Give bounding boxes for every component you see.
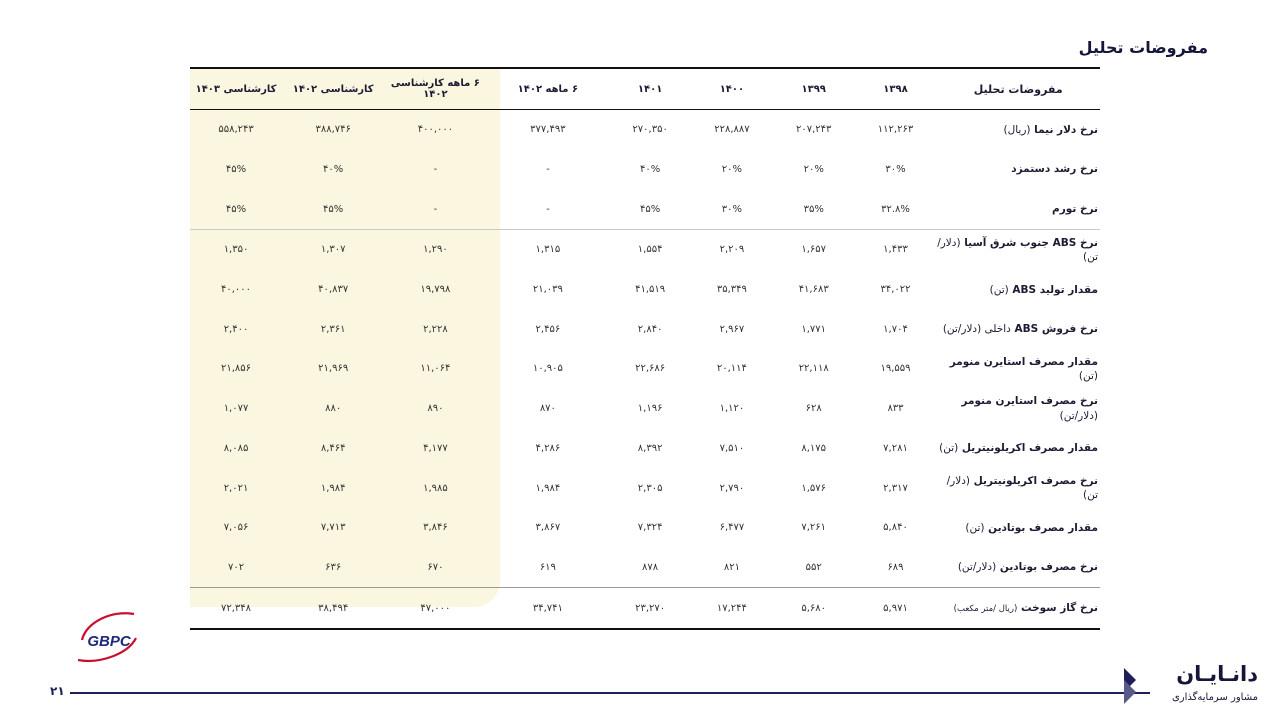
table-cell: ۱,۳۵۰ bbox=[190, 230, 282, 270]
table-cell: ۲,۴۵۶ bbox=[535, 323, 561, 335]
table-cell: ۸۲۱ bbox=[723, 561, 740, 573]
table-cell: ۴,۱۷۷ bbox=[423, 442, 448, 454]
table-cell: ۲۱,۹۶۹ bbox=[318, 363, 349, 375]
footer-divider bbox=[70, 692, 1150, 694]
danayan-logo-mark bbox=[1122, 668, 1138, 704]
header-cell: ۱۴۰۰ bbox=[719, 83, 745, 95]
table-cell: ۸۸۰ bbox=[325, 403, 342, 415]
header-cell: ۶ ماهه ۱۴۰۲ bbox=[517, 83, 579, 95]
table-cell: ۳,۸۶۷ bbox=[535, 522, 561, 534]
table-cell: ۵,۶۸۰ bbox=[773, 588, 855, 629]
table-cell: ۵۵۲ bbox=[805, 561, 822, 573]
table-cell: ۱۹,۵۵۹ bbox=[880, 363, 911, 375]
table-cell: ۳۴,۰۲۲ bbox=[880, 284, 911, 296]
table-cell: ۸۳۳ bbox=[887, 403, 904, 415]
row-label-text: نرخ دلار نیما bbox=[1034, 123, 1098, 136]
table-cell: ۴۰% bbox=[639, 164, 661, 176]
table-cell: ۵۵۸,۲۴۳ bbox=[218, 124, 254, 136]
table-cell: ۳۸,۴۹۴ bbox=[282, 588, 384, 629]
table-cell: ۸,۴۶۴ bbox=[320, 442, 346, 454]
table-cell: ۲,۳۰۵ bbox=[637, 482, 663, 494]
row-label bbox=[936, 588, 1100, 629]
table-cell: ۲,۲۲۸ bbox=[423, 323, 448, 335]
table-cell: ۷,۷۱۳ bbox=[320, 522, 346, 534]
table-cell: ۳۷۷,۴۹۳ bbox=[530, 124, 566, 136]
row-label-text: نرخ تورم bbox=[1052, 203, 1098, 216]
table-cell: ۱,۵۵۴ bbox=[609, 230, 691, 270]
table-cell: ۴۰,۸۳۷ bbox=[318, 284, 349, 296]
assumptions-table-container bbox=[190, 67, 1100, 630]
row-label-text: مقدار مصرف استایرن منومر bbox=[949, 355, 1098, 368]
row-label-text: مقدار تولید ABS bbox=[1012, 283, 1098, 296]
row-label bbox=[936, 189, 1100, 229]
table-cell: ۱۰,۹۰۵ bbox=[532, 363, 563, 375]
gbpc-logo-text: GBPC bbox=[87, 633, 131, 650]
assumptions-table bbox=[190, 67, 1100, 630]
table-cell: ۲,۰۲۱ bbox=[223, 482, 249, 494]
table-cell: ۲۰۷,۲۴۳ bbox=[796, 124, 832, 136]
table-row bbox=[190, 309, 1100, 349]
row-label bbox=[936, 270, 1100, 310]
table-cell: ۳۴,۷۴۱ bbox=[487, 588, 610, 629]
table-row bbox=[190, 508, 1100, 548]
table-cell: ۳۵,۳۴۹ bbox=[716, 284, 747, 296]
table-cell: ۴۷,۰۰۰ bbox=[384, 588, 486, 629]
table-cell: ۲۰,۱۱۴ bbox=[716, 363, 747, 375]
row-label bbox=[936, 230, 1100, 270]
table-cell: ۱۱,۰۶۴ bbox=[420, 363, 451, 375]
row-label bbox=[936, 468, 1100, 508]
row-label-text: نرخ مصرف اکریلونیتریل bbox=[973, 474, 1098, 487]
table-cell: ۴,۲۸۶ bbox=[535, 442, 561, 454]
table-cell: ۱,۵۷۶ bbox=[801, 482, 827, 494]
table-cell: ۱,۱۹۶ bbox=[637, 403, 663, 415]
table-cell: ۷,۲۶۱ bbox=[801, 522, 827, 534]
table-cell: ۸,۱۷۵ bbox=[801, 442, 827, 454]
table-cell: ۴۰۰,۰۰۰ bbox=[417, 124, 454, 136]
table-cell: ۷,۵۱۰ bbox=[719, 442, 745, 454]
row-label bbox=[936, 309, 1100, 349]
table-row bbox=[190, 468, 1100, 508]
table-cell: ۴۱,۶۸۳ bbox=[798, 284, 829, 296]
row-label-text: نرخ مصرف بوتادین bbox=[999, 561, 1098, 574]
table-row bbox=[190, 110, 1100, 150]
table-cell: ۷۰۲ bbox=[227, 561, 245, 573]
table-cell: ۸,۳۹۲ bbox=[637, 442, 663, 454]
row-unit: (ریال) bbox=[1003, 123, 1031, 136]
table-row bbox=[190, 389, 1100, 429]
table-cell: ۱,۹۸۴ bbox=[535, 482, 561, 494]
table-cell: ۸۹۰ bbox=[427, 403, 444, 415]
header-cell: ۶ ماهه کارشناسی ۱۴۰۲ bbox=[390, 78, 480, 100]
row-label-text: نرخ رشد دستمزد bbox=[1011, 163, 1098, 176]
row-label-text: مقدار مصرف اکریلونیتریل bbox=[961, 442, 1098, 455]
header-cell: کارشناسی ۱۴۰۲ bbox=[292, 83, 374, 95]
row-label bbox=[936, 389, 1100, 429]
row-label bbox=[936, 349, 1100, 389]
table-cell: ۳۵% bbox=[803, 203, 824, 215]
table-cell: ۴۵% bbox=[639, 203, 661, 215]
page-title: مفروضات تحلیل bbox=[1078, 38, 1208, 57]
row-unit: (دلار/تن) bbox=[957, 561, 997, 574]
row-label-text: نرخ مصرف استایرن منومر bbox=[961, 395, 1098, 408]
table-cell: ۱,۳۰۷ bbox=[282, 230, 384, 270]
table-cell: ۵,۸۴۰ bbox=[883, 522, 908, 534]
table-cell: ۴۵% bbox=[225, 164, 247, 176]
table-cell: ۲۰% bbox=[721, 164, 743, 176]
table-cell: ۱,۱۲۰ bbox=[719, 403, 745, 415]
row-label-text: نرخ گاز سوخت bbox=[1020, 601, 1098, 614]
table-cell: ۴۵% bbox=[323, 203, 344, 215]
table-cell: ۶۳۶ bbox=[325, 561, 342, 573]
table-cell: ۴۰,۰۰۰ bbox=[221, 284, 252, 296]
row-unit: (دلار/تن) bbox=[937, 236, 1098, 263]
table-row bbox=[190, 189, 1100, 229]
table-cell: - bbox=[546, 203, 550, 215]
page-number: ۲۱ bbox=[50, 684, 65, 698]
danayan-brand bbox=[1138, 662, 1258, 712]
table-cell: ۱,۰۷۷ bbox=[223, 403, 249, 415]
table-cell: ۱,۷۰۴ bbox=[883, 323, 908, 335]
table-cell: ۱۹,۷۹۸ bbox=[420, 284, 451, 296]
row-label-text: نرخ ABS جنوب شرق آسیا bbox=[964, 236, 1098, 249]
table-row bbox=[190, 270, 1100, 310]
row-label bbox=[936, 429, 1100, 469]
table-cell: ۷,۰۵۶ bbox=[223, 522, 249, 534]
table-cell: ۱,۹۸۴ bbox=[320, 482, 346, 494]
header-cell: مفروضات تحلیل bbox=[973, 82, 1063, 96]
row-unit: (تن) bbox=[939, 442, 959, 455]
table-cell: ۳۸۸,۷۴۶ bbox=[315, 124, 351, 136]
table-cell: - bbox=[546, 164, 550, 176]
table-cell: ۴۱,۵۱۹ bbox=[635, 284, 666, 296]
table-cell: ۲۲۸,۸۸۷ bbox=[714, 124, 750, 136]
table-cell: ۱,۲۹۰ bbox=[384, 230, 486, 270]
table-cell: ۸۷۸ bbox=[642, 561, 659, 573]
table-cell: ۱,۷۷۱ bbox=[801, 323, 827, 335]
table-cell: ۲۱,۰۳۹ bbox=[532, 284, 563, 296]
table-cell: ۱,۶۵۷ bbox=[773, 230, 855, 270]
header-cell: ۱۳۹۹ bbox=[801, 83, 826, 95]
table-header-row bbox=[190, 68, 1100, 110]
table-cell: - bbox=[433, 203, 438, 215]
table-cell: ۶۱۹ bbox=[539, 561, 556, 573]
table-cell: ۲,۴۰۰ bbox=[223, 323, 249, 335]
brand-subtitle: مشاور سرمایه‌گذاری bbox=[1171, 692, 1258, 703]
table-cell: ۲۰% bbox=[803, 164, 824, 176]
table-cell: ۲۲,۱۱۸ bbox=[798, 363, 829, 375]
table-cell: ۲,۸۴۰ bbox=[637, 323, 663, 335]
table-cell: ۲,۳۱۷ bbox=[883, 482, 908, 494]
table-cell: ۴۰% bbox=[323, 164, 344, 176]
table-cell: ۱,۴۳۳ bbox=[855, 230, 937, 270]
table-cell: ۳۰% bbox=[721, 203, 743, 215]
table-cell: ۲۷۰,۳۵۰ bbox=[632, 124, 668, 136]
table-cell: ۱,۳۱۵ bbox=[487, 230, 610, 270]
table-cell: ۷,۲۸۱ bbox=[883, 442, 908, 454]
row-unit: (تن) bbox=[989, 283, 1009, 296]
row-unit: (تن) bbox=[965, 521, 985, 534]
table-cell: ۲۳,۲۷۰ bbox=[609, 588, 691, 629]
table-row bbox=[190, 349, 1100, 389]
row-unit: (دلار/تن) bbox=[1059, 409, 1098, 422]
table-cell: ۳۲.۸% bbox=[881, 203, 910, 215]
table-cell: ۸,۰۸۵ bbox=[223, 442, 249, 454]
row-label bbox=[936, 548, 1100, 588]
table-cell: ۶۸۹ bbox=[887, 561, 904, 573]
table-cell: ۷,۳۲۴ bbox=[637, 522, 663, 534]
table-cell: ۲,۹۶۷ bbox=[719, 323, 745, 335]
table-cell: ۴۵% bbox=[225, 203, 247, 215]
header-cell: ۱۳۹۸ bbox=[883, 83, 908, 95]
table-cell: ۸۷۰ bbox=[539, 403, 556, 415]
table-cell: ۶۲۸ bbox=[805, 403, 822, 415]
table-row bbox=[190, 588, 1100, 629]
table-row bbox=[190, 548, 1100, 588]
row-label bbox=[936, 110, 1100, 150]
table-cell: ۵,۹۷۱ bbox=[855, 588, 937, 629]
row-unit: داخلی (دلار/تن) bbox=[942, 323, 1011, 336]
gbpc-logo bbox=[74, 608, 144, 668]
table-row bbox=[190, 429, 1100, 469]
row-label-text: نرخ فروش ABS bbox=[1014, 323, 1098, 336]
table-cell: ۲,۳۶۱ bbox=[320, 323, 346, 335]
table-cell: ۶۷۰ bbox=[427, 561, 444, 573]
row-unit: (دلار/تن) bbox=[946, 474, 1098, 502]
table-cell: ۲۱,۸۵۶ bbox=[221, 363, 252, 375]
table-cell: - bbox=[433, 164, 438, 176]
row-label-text: مقدار مصرف بوتادین bbox=[988, 521, 1098, 534]
brand-name: دانـایـان bbox=[1176, 662, 1258, 686]
row-unit: (ریال /متر مکعب) bbox=[953, 603, 1018, 614]
table-row bbox=[190, 150, 1100, 190]
table-cell: ۱۷,۲۴۴ bbox=[691, 588, 773, 629]
table-cell: ۲,۲۰۹ bbox=[691, 230, 773, 270]
table-row bbox=[190, 230, 1100, 270]
table-cell: ۳,۸۴۶ bbox=[423, 522, 448, 534]
header-cell: ۱۴۰۱ bbox=[637, 83, 663, 95]
row-label bbox=[936, 508, 1100, 548]
table-cell: ۳۰% bbox=[885, 164, 906, 176]
table-cell: ۲۲,۶۸۶ bbox=[635, 363, 666, 375]
table-cell: ۱۱۲,۲۶۳ bbox=[877, 124, 914, 136]
row-unit: (تن) bbox=[1078, 369, 1098, 382]
header-cell: کارشناسی ۱۴۰۳ bbox=[195, 83, 277, 95]
table-cell: ۲,۷۹۰ bbox=[719, 482, 745, 494]
row-label bbox=[936, 150, 1100, 190]
table-cell: ۶,۴۷۷ bbox=[719, 522, 745, 534]
table-cell: ۱,۹۸۵ bbox=[423, 482, 448, 494]
table-cell: ۷۲,۳۴۸ bbox=[190, 588, 282, 629]
